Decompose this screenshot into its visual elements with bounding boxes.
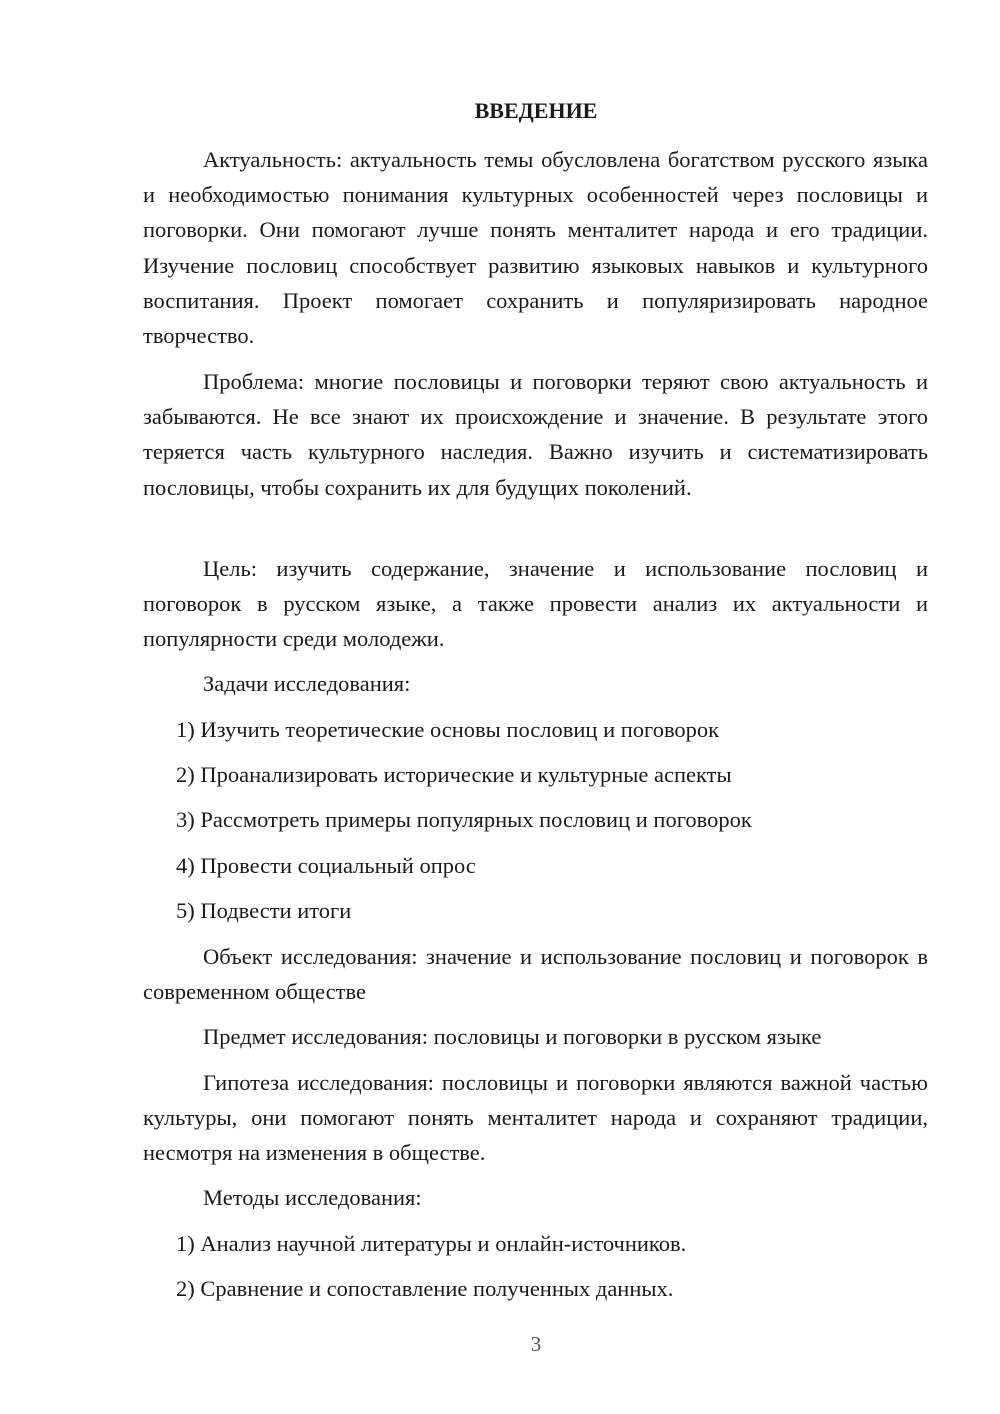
task-item: 2) Проанализировать исторические и культурные аспекты: [176, 762, 732, 787]
methods-label: Методы исследования:: [203, 1185, 422, 1210]
page-number: 3: [530, 1332, 542, 1356]
method-item: 2) Сравнение и сопоставление полученных данных.: [176, 1276, 674, 1301]
page-title: ВВЕДЕНИЕ: [474, 98, 598, 123]
task-item: 1) Изучить теоретические основы пословиц и поговорок: [176, 717, 720, 742]
method-item: 1) Анализ научной литературы и онлайн-источников.: [176, 1231, 687, 1256]
paragraph-relevance: Актуальность: актуальность темы обусловлена богатством русского языка и необходимостью понимания культурных особенностей через пословицы и поговорки. Они помогают лучше понять менталитет народа и его традиции. Изучение пословиц способствует развитию языковых навыков и культурного воспитания. Проект помогает сохранить и популяризировать народное творчество.: [143, 147, 928, 349]
paragraph-problem: Проблема: многие пословицы и поговорки теряют свою актуальность и забываются. Не все знают их происхождение и значение. В результате этого теряется часть культурного наследия. Важно изучить и систематизировать пословицы, чтобы сохранить их для будущих поколений.: [143, 369, 928, 500]
paragraph-subject: Предмет исследования: пословицы и поговорки в русском языке: [203, 1024, 822, 1049]
task-item: 4) Провести социальный опрос: [176, 853, 476, 878]
tasks-label: Задачи исследования:: [203, 671, 411, 696]
paragraph-hypothesis: Гипотеза исследования: пословицы и поговорки являются важной частью культуры, они помогают понять менталитет народа и сохраняют традиции, несмотря на изменения в обществе.: [143, 1070, 928, 1166]
task-item: 3) Рассмотреть примеры популярных пословиц и поговорок: [176, 807, 752, 832]
task-item: 5) Подвести итоги: [176, 898, 352, 923]
paragraph-goal: Цель: изучить содержание, значение и использование пословиц и поговорок в русском языке, а также провести анализ их актуальности и популярности среди молодежи.: [143, 556, 928, 652]
paragraph-object: Объект исследования: значение и использование пословиц и поговорок в современном обществе: [143, 944, 928, 1005]
